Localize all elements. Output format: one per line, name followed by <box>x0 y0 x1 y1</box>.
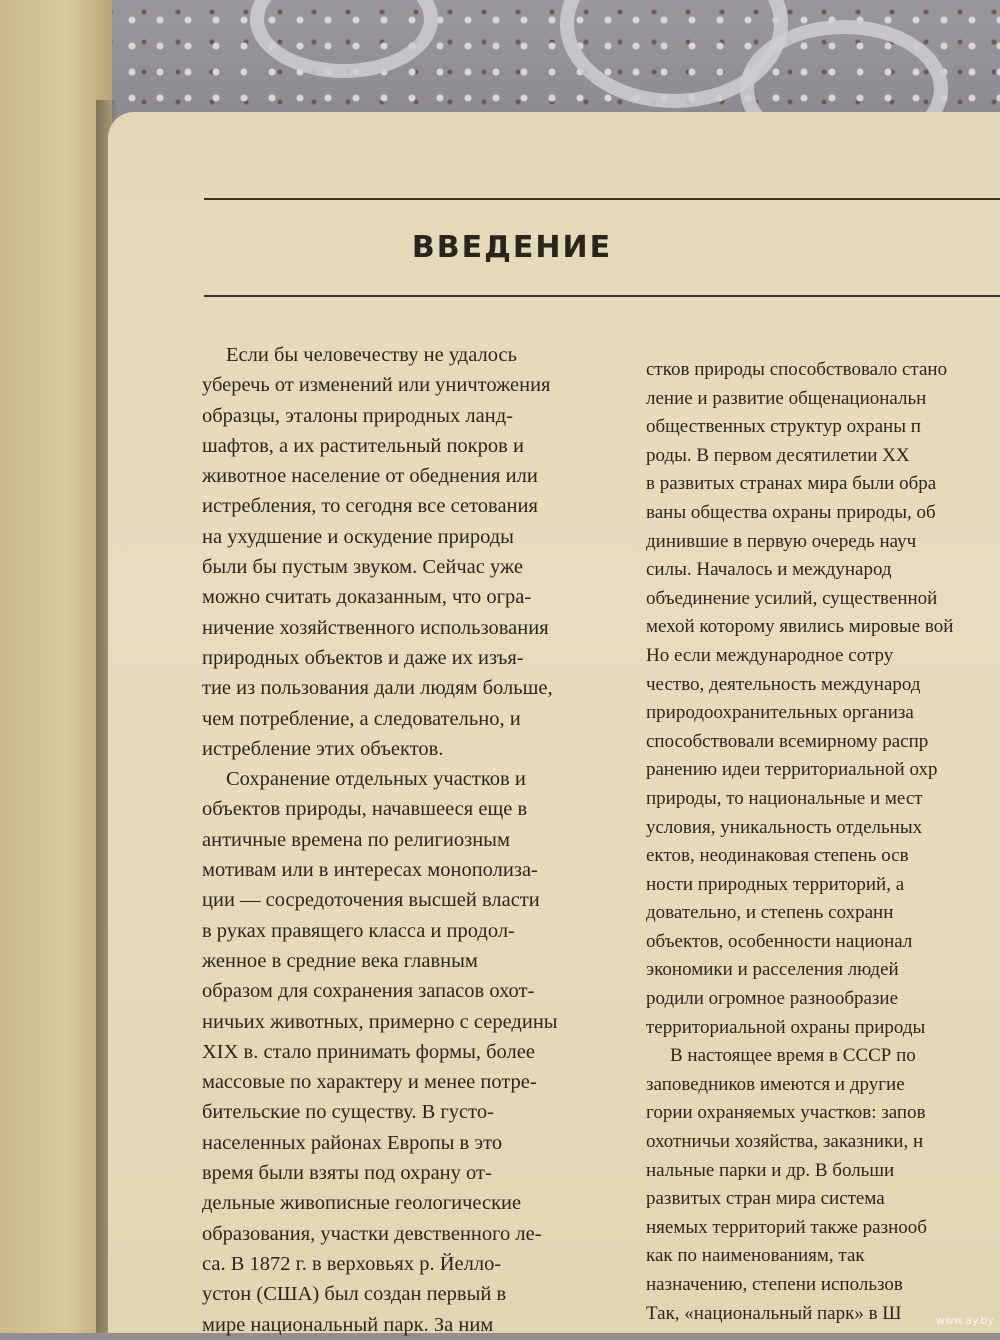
text-line: истребления, то сегодня все сетования <box>202 495 538 518</box>
text-line: силы. Началось и международ <box>646 559 892 581</box>
text-line: объединение усилий, существенной <box>646 587 938 609</box>
text-line: ваны общества охраны природы, об <box>646 501 936 523</box>
text-line: природоохранительных организа <box>646 702 914 724</box>
text-line: Сохранение отдельных участков и <box>226 768 526 791</box>
text-line: объектов природы, начавшееся еще в <box>202 798 528 821</box>
text-line: няемых территорий также разнооб <box>646 1216 927 1238</box>
text-line: ектов, неодинаковая степень осв <box>646 845 909 867</box>
text-line: мире национальный парк. За ним <box>202 1313 494 1336</box>
text-line: условия, уникальность отдельных <box>646 816 923 838</box>
text-line: дельные живописные геологические <box>202 1192 522 1215</box>
text-line: чество, деятельность международ <box>646 673 921 695</box>
text-line: нальные парки и др. В больши <box>646 1159 895 1181</box>
text-line: образцы, эталоны природных ланд- <box>202 404 513 427</box>
text-line: истребление этих объектов. <box>202 737 444 760</box>
text-line: са. В 1872 г. в верховьях р. Йелло- <box>202 1252 502 1275</box>
text-line: шафтов, а их растительный покров и <box>202 434 524 457</box>
text-line: ранению идеи территориальной охр <box>646 759 938 781</box>
book-page <box>108 112 1000 1336</box>
text-line: роды. В первом десятилетии XX <box>646 444 910 466</box>
text-line: устон (США) был создан первый в <box>202 1283 507 1306</box>
text-line: античные времена по религиозным <box>202 828 510 851</box>
bottom-rule <box>204 295 1000 297</box>
text-line: природных объектов и даже их изъя- <box>202 646 524 669</box>
text-line: XIX в. стало принимать формы, более <box>202 1040 535 1063</box>
left-text-column <box>202 340 620 1340</box>
text-line: были бы пустым звуком. Сейчас уже <box>202 556 523 579</box>
text-line: территориальной охраны природы <box>646 1016 926 1038</box>
text-line: населенных районах Европы в это <box>202 1131 503 1154</box>
text-line: ление и развитие общенациональн <box>646 387 927 409</box>
text-line: общественных структур охраны п <box>646 416 921 438</box>
text-line: бительские по существу. В густо- <box>202 1101 494 1124</box>
text-line: животное население от обеднения или <box>202 465 538 488</box>
text-line: время были взяты под охрану от- <box>202 1162 492 1185</box>
right-text-column <box>646 356 1000 1328</box>
text-line: довательно, и степень сохранн <box>646 902 894 924</box>
text-line: экономики и расселения людей <box>646 959 899 981</box>
text-line: женное в средние века главным <box>202 949 478 972</box>
text-line: образования, участки девственного ле- <box>202 1222 542 1245</box>
text-line: мехой которому явились мировые вой <box>646 616 954 638</box>
text-line: ничьих животных, примерно с середины <box>202 1010 558 1033</box>
text-line: Так, «национальный парк» в Ш <box>646 1302 902 1324</box>
text-line: ничение хозяйственного использования <box>202 616 549 639</box>
text-line: на ухудшение и оскудение природы <box>202 525 514 548</box>
chapter-heading: ВВЕДЕНИЕ <box>411 230 613 265</box>
text-line: тие из пользования дали людям больше, <box>202 677 553 700</box>
text-line: динившие в первую очередь науч <box>646 530 917 552</box>
text-line: способствовали всемирному распр <box>646 730 929 752</box>
text-line: В настоящее время в СССР по <box>670 1045 916 1067</box>
text-line: стков природы способствовало стано <box>646 359 948 380</box>
text-line: уберечь от изменений или уничтожения <box>202 374 551 397</box>
text-line: как по наименованиям, так <box>646 1245 865 1267</box>
text-line: массовые по характеру и менее потре- <box>202 1071 537 1094</box>
text-line: охотничьи хозяйства, заказники, н <box>646 1131 924 1153</box>
watermark: www.ay.by <box>935 1314 994 1327</box>
text-line: в развитых странах мира были обра <box>646 473 937 495</box>
text-line: ности природных территорий, а <box>646 873 905 895</box>
top-rule <box>204 198 1000 200</box>
text-line: можно считать доказанным, что огра- <box>202 586 532 609</box>
text-line: мотивам или в интересах монополиза- <box>202 859 538 882</box>
text-line: объектов, особенности национал <box>646 930 913 952</box>
text-line: назначению, степени использов <box>646 1274 903 1295</box>
text-line: ции — сосредоточения высшей власти <box>202 889 540 912</box>
text-line: родили огромное разнообразие <box>646 988 899 1010</box>
text-line: развитых стран мира система <box>646 1188 885 1210</box>
text-line: Если бы человечеству не удалось <box>226 344 517 366</box>
text-line: образом для сохранения запасов охот- <box>202 980 535 1003</box>
text-line: гории охраняемых участков: запов <box>646 1102 926 1124</box>
text-line: природы, то национальные и мест <box>646 787 923 809</box>
text-line: в руках правящего класса и продол- <box>202 919 515 942</box>
text-line: Но если международное сотру <box>646 644 894 666</box>
text-line: заповедников имеются и другие <box>646 1073 905 1095</box>
text-line: чем потребление, а следовательно, и <box>202 707 521 730</box>
